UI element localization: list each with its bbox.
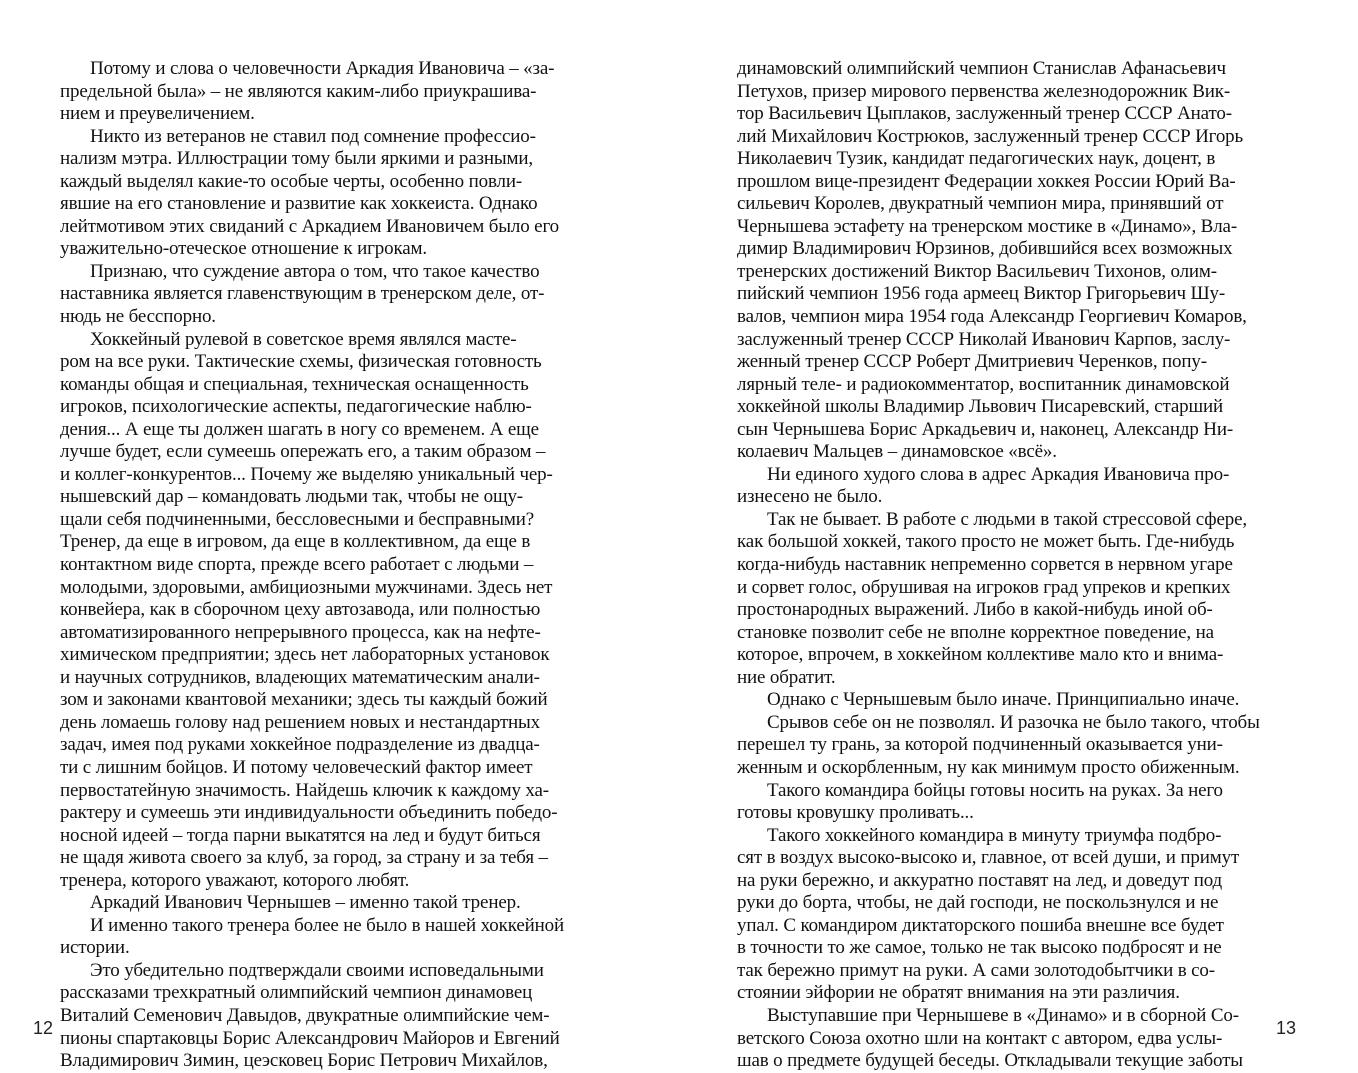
text-line: Никто из ветеранов не ставил под сомнение профессио- — [90, 125, 536, 147]
text-line: лучше будет, если сумеешь опережать его, а таким образом – — [60, 441, 546, 463]
text-line: Петухов, призер мирового первенства железнодорожник Вик- — [737, 80, 1231, 102]
text-line: зом и законами квантовой механики; здесь ты каждый божий — [60, 689, 548, 711]
text-line: уважительно-отеческое отношение к игрокам. — [60, 238, 428, 260]
text-line: пионы спартаковцы Борис Александрович Майоров и Евгений — [60, 1027, 560, 1049]
text-line: нием и преувеличением. — [60, 103, 255, 125]
text-line: становке позволит себе не вполне корректное поведение, на — [737, 621, 1214, 643]
text-line: конвейера, как в сборочном цеху автозавода, или полностью — [60, 599, 541, 621]
text-line: валов, чемпион мира 1954 года Александр Георгиевич Комаров, — [737, 306, 1247, 328]
text-line: Это убедительно подтверждали своими исповедальными — [90, 959, 544, 981]
text-line: первостатейную значимость. Найдешь ключик к каждому ха- — [60, 779, 549, 801]
text-line: шав о предмете будущей беседы. Откладывали текущие заботы — [737, 1050, 1243, 1072]
text-line: Такого хоккейного командира в минуту триумфа подбро- — [767, 824, 1222, 846]
text-line: лярный теле- и радиокомментатор, воспитанник динамовской — [737, 373, 1230, 395]
text-line: как большой хоккей, такого просто не может быть. Где-нибудь — [737, 531, 1235, 553]
text-line: автоматизированного непрерывного процесса, как на нефте- — [60, 621, 541, 643]
left-page-text — [60, 58, 612, 1073]
text-line: Чернышева эстафету на тренерском мостике в «Динамо», Вла- — [737, 215, 1237, 237]
text-line: молодыми, здоровыми, амбициозными мужчинами. Здесь нет — [60, 576, 553, 598]
text-line: И именно такого тренера более не было в нашей хоккейной — [90, 914, 565, 936]
text-line: Тренер, да еще в игровом, да еще в коллективном, да еще в — [60, 531, 531, 553]
text-line: в точности то же самое, только не так высоко подбросят и не — [737, 937, 1222, 959]
text-line: Однако с Чернышевым было иначе. Принципиально иначе. — [767, 689, 1240, 711]
text-line: тор Васильевич Цыплаков, заслуженный тренер СССР Анато- — [737, 103, 1232, 125]
text-line: руки до борта, чтобы, не дай господи, не поскользнулся и не — [737, 892, 1219, 914]
left-page — [60, 58, 612, 1072]
text-line: Так не бывает. В работе с людьми в такой стрессовой сфере, — [767, 508, 1247, 530]
right-page-text — [737, 58, 1297, 1073]
text-line: тренера, которого уважают, которого любят. — [60, 869, 410, 891]
text-line: Виталий Семенович Давыдов, двукратные олимпийские чем- — [60, 1004, 550, 1026]
text-line: не щадя живота своего за клуб, за город, за страну и за тебя – — [60, 847, 548, 869]
right-page-number: 13 — [1276, 1018, 1297, 1038]
text-line: и сорвет голос, обрушивая на игроков град упреков и крепких — [737, 576, 1231, 598]
left-page-number: 12 — [33, 1018, 54, 1038]
text-line: игроков, психологические аспекты, педагогические наблю- — [60, 396, 532, 418]
text-line: и коллег-конкурентов... Почему же выделяю уникальный чер- — [60, 463, 553, 485]
text-line: Потому и слова о человечности Аркадия Ивановича – «за- — [90, 58, 555, 79]
text-line: день ломаешь голову над решением новых и нестандартных — [60, 711, 540, 733]
text-line: и научных сотрудников, владеющих математическим анали- — [60, 666, 540, 688]
text-line: нализм мэтра. Иллюстрации тому были яркими и разными, — [60, 148, 533, 170]
text-line: нюдь не бесспорно. — [60, 306, 216, 328]
text-line: сильевич Королев, двукратный чемпион мира, принявший от — [737, 193, 1224, 215]
text-line: Владимирович Зимин, цеэсковец Борис Петрович Михайлов, — [60, 1050, 548, 1072]
text-line: ние обратит. — [737, 666, 836, 688]
text-line: которое, впрочем, в хоккейном коллективе мало кто и внима- — [737, 644, 1224, 666]
text-line: задач, имея под руками хоккейное подразделение из двадца- — [60, 734, 540, 756]
text-line: Признаю, что суждение автора о том, что такое качество — [90, 260, 540, 282]
text-line: готовы кровушку проливать... — [737, 802, 974, 824]
text-line: женный тренер СССР Роберт Дмитриевич Черенков, попу- — [737, 351, 1207, 373]
text-line: колаевич Мальцев – динамовское «всё». — [737, 441, 1057, 463]
text-line: Выступавшие при Чернышеве в «Динамо» и в сборной Со- — [767, 1004, 1239, 1026]
text-line: ветского Союза охотно шли на контакт с автором, едва услы- — [737, 1027, 1223, 1049]
text-line: ром на все руки. Тактические схемы, физическая готовность — [60, 351, 542, 373]
text-line: димир Владимирович Юрзинов, добившийся всех возможных — [737, 238, 1233, 260]
text-line: сят в воздух высоко-высоко и, главное, от всей души, и примут — [737, 847, 1240, 869]
text-line: женным и оскорбленным, ну как минимум просто обиженным. — [737, 756, 1240, 778]
text-line: Срывов себе он не позволял. И разочка не было такого, чтобы — [767, 711, 1260, 733]
text-line: сын Чернышева Борис Аркадьевич и, наконец, Александр Ни- — [737, 418, 1234, 440]
text-line: Хоккейный рулевой в советское время являлся масте- — [90, 328, 517, 350]
text-line: контактном виде спорта, прежде всего работает с людьми – — [60, 554, 534, 576]
text-line: предельной была» – не являются каким-либо приукрашива- — [60, 80, 537, 102]
text-line: явшие на его становление и развитие как хоккеиста. Однако — [60, 193, 538, 215]
text-line: пийский чемпион 1956 года армеец Виктор Григорьевич Шу- — [737, 283, 1226, 305]
text-line: химическом предприятии; здесь нет лабораторных установок — [60, 644, 550, 666]
text-line: упал. С командиром диктаторского пошиба внешне все будет — [737, 914, 1224, 936]
text-line: прошлом вице-президент Федерации хоккея России Юрий Ва- — [737, 170, 1236, 192]
text-line: динамовский олимпийский чемпион Станислав Афанасьевич — [737, 58, 1226, 79]
text-line: простонародных выражений. Либо в какой-нибудь иной об- — [737, 599, 1213, 621]
text-line: каждый выделял какие-то особые черты, особенно повли- — [60, 170, 523, 192]
text-line: лейтмотивом этих свиданий с Аркадием Ивановичем было его — [60, 215, 559, 237]
text-line: лий Михайлович Кострюков, заслуженный тренер СССР Игорь — [737, 125, 1244, 147]
text-line: истории. — [60, 937, 130, 959]
text-line: щали себя подчиненными, бессловесными и бесправными? — [60, 508, 535, 530]
text-line: Николаевич Тузик, кандидат педагогических наук, доцент, в — [737, 148, 1216, 170]
text-line: нышевский дар – командовать людьми так, чтобы не ощу- — [60, 486, 523, 508]
text-line: ти с лишним бойцов. И потому человеческий фактор имеет — [60, 756, 533, 778]
text-line: изнесено не было. — [737, 486, 883, 508]
text-line: когда-нибудь наставник непременно сорвется в нервном угаре — [737, 554, 1233, 576]
text-line: рассказами трехкратный олимпийский чемпион динамовец — [60, 982, 533, 1004]
text-line: Ни единого худого слова в адрес Аркадия Ивановича про- — [767, 463, 1230, 485]
text-line: Такого командира бойцы готовы носить на руках. За него — [767, 779, 1223, 801]
text-line: дения... А еще ты должен шагать в ногу со временем. А еще — [60, 418, 539, 440]
text-line: на руки бережно, и аккуратно поставят на лед, и доведут под — [737, 869, 1223, 891]
text-line: Аркадий Иванович Чернышев – именно такой тренер. — [90, 892, 521, 914]
text-line: заслуженный тренер СССР Николай Иванович Карпов, заслу- — [737, 328, 1231, 350]
text-line: стоянии эйфории не обратят внимания на эти различия. — [737, 982, 1180, 1004]
text-line: наставника является главенствующим в тренерском деле, от- — [60, 283, 545, 305]
text-line: рактеру и сумеешь эти индивидуальности объединить победо- — [60, 802, 558, 824]
text-line: хоккейной школы Владимир Львович Писаревский, старший — [737, 396, 1223, 418]
text-line: команды общая и специальная, техническая оснащенность — [60, 373, 529, 395]
text-line: так бережно примут на руки. А сами золотодобытчики в со- — [737, 959, 1215, 981]
text-line: тренерских достижений Виктор Васильевич Тихонов, олим- — [737, 260, 1217, 282]
text-line: перешел ту грань, за которой подчиненный оказывается уни- — [737, 734, 1223, 756]
text-line: носной идеей – тогда парни выкатятся на лед и будут биться — [60, 824, 541, 846]
